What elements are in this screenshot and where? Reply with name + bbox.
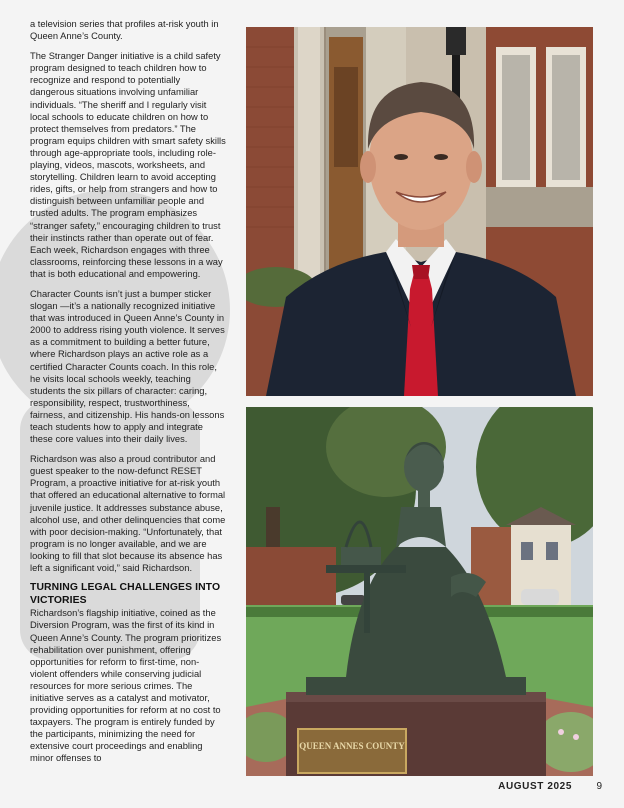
page-number: 9 — [596, 781, 602, 792]
article-paragraph: a television series that profiles at-risk youth in Queen Anne’s County. — [30, 19, 219, 42]
portrait-photo — [246, 27, 593, 396]
section-heading: TURNING LEGAL CHALLENGES INTO VICTORIES — [30, 582, 221, 606]
plaque-text: QUEEN ANNES COUNTY — [299, 741, 405, 751]
issue-date: AUGUST 2025 — [498, 781, 572, 792]
article-paragraph: Richardson was also a proud contributor and guest speaker to the now-defunct RESET Program, a proactive initiative for at-risk youth that offered an educational alternative to formal juvenile justice. It addresses substance abuse, alcohol use, and other delinquencies that come with poor decision-making. “Unfortunately, that program is no longer available, and we are looking to fill that slot because its absence has left a significant void,” said Richardson. — [30, 454, 226, 574]
page-footer — [0, 781, 624, 795]
article-paragraph: Character Counts isn’t just a bumper sticker slogan —it’s a nationally recognized initiative that was introduced in Queen Anne’s County in 2000 to address rising youth violence. It serves as a commitment to building a better future, where Richardson plays an active role as a certified Character Counts coach. In this role, he visits local schools weekly, teaching students the six pillars of character: caring, responsibility, respect, trustworthiness, fairness, and citizenship. His hands-on lessons teach students how to apply and integrate these core values into their daily lives. — [30, 288, 225, 445]
article-paragraph: The Stranger Danger initiative is a child safety program designed to teach children how to recognize and respond to potentially dangerous situations involving unfamiliar individuals. “The sheriff and I regularly visit local schools to educate children on how to protect themselves from predators.” The program equips children with smart safety skills through age-appropriate tools, including role-playing, videos, mascots, worksheets, and storytelling. Children learn to avoid accepting rides, gifts, or help from strangers and how to distinguish between unfamiliar people and trusted adults. The program emphasizes “stranger safety,” encouraging children to trust their instincts rather than operate out of fear. Each week, Richardson engages with three classrooms, reinforcing these lessons in a way that is both educational and empowering. — [30, 51, 226, 279]
statue-photo — [246, 407, 593, 776]
article-paragraph: Richardson’s flagship initiative, coined as the Diversion Program, was the first of its kind in Queen Anne’s County. The program prioritizes rehabilitation over punishment, offering opportunities for reform to first-time, non-violent offenders while conserving judicial resources for more serious crimes. The initiative serves as a catalyst and motivator, providing opportunities for reform at no cost to taxpayers. The program is entirely funded by the participants, minimizing the need for extensive court proceedings and enabling minor offenses to — [30, 608, 222, 764]
article-column — [30, 18, 226, 773]
